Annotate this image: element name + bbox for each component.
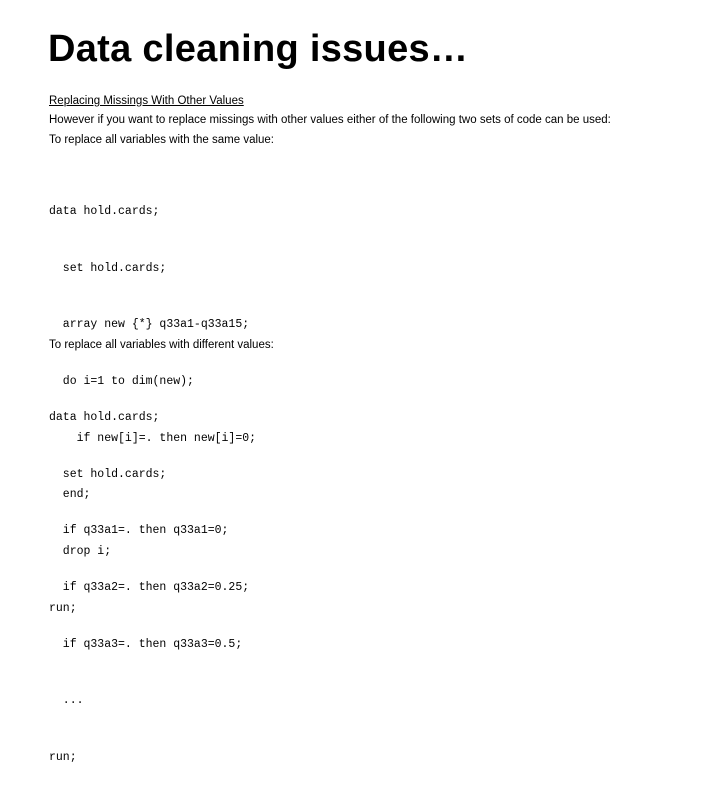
code-line: end; <box>49 488 91 502</box>
code-line: data hold.cards; <box>49 204 160 218</box>
code-line: if q33a1=. then q33a1=0; <box>49 524 229 538</box>
code-line: if q33a3=. then q33a3=0.5; <box>49 637 243 651</box>
code-block-different-values <box>49 371 249 806</box>
slide-title: Data cleaning issues… <box>48 28 469 70</box>
code-line: data hold.cards; <box>49 410 160 424</box>
code-line: if new[i]=. then new[i]=0; <box>49 431 257 445</box>
code-line: if q33a2=. then q33a2=0.25; <box>49 580 250 594</box>
code-line: set hold.cards; <box>49 261 167 275</box>
code-line: set hold.cards; <box>49 467 167 481</box>
code-line: ... <box>49 694 84 708</box>
code-line: run; <box>49 601 77 615</box>
section-heading: Replacing Missings With Other Values <box>49 95 244 107</box>
code-line: do i=1 to dim(new); <box>49 374 194 388</box>
intro-text: However if you want to replace missings with other values either of the following two sets of code can be used: <box>49 114 611 126</box>
label-different-values: To replace all variables with different values: <box>49 339 274 351</box>
label-same-value: To replace all variables with the same value: <box>49 134 275 146</box>
code-line: run; <box>49 751 77 765</box>
code-line: array new {*} q33a1-q33a15; <box>49 318 250 332</box>
code-line: drop i; <box>49 545 112 559</box>
